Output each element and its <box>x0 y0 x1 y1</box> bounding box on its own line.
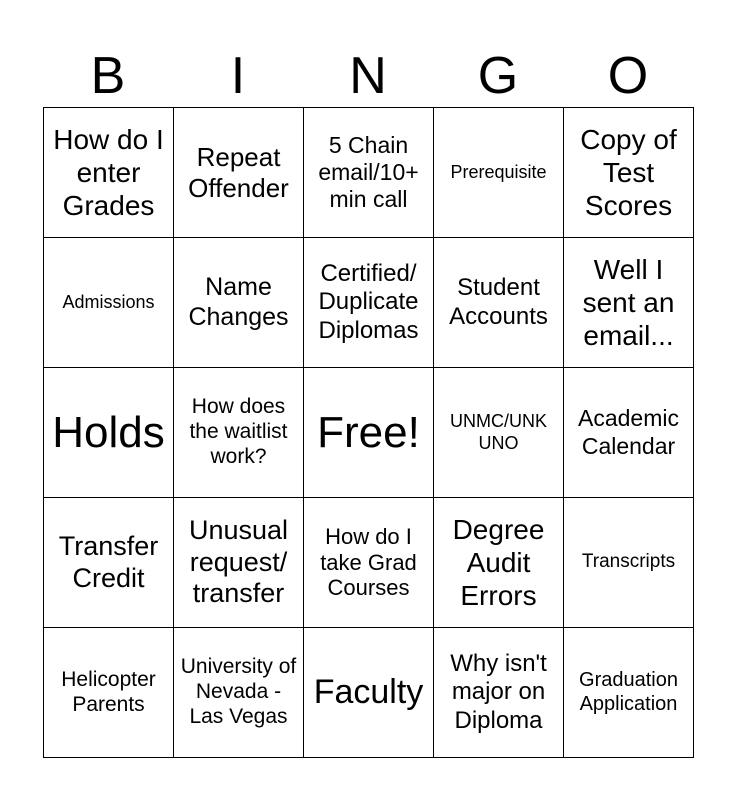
bingo-cell[interactable] <box>304 498 434 628</box>
header-letter-g: G <box>477 47 519 105</box>
bingo-cell[interactable] <box>434 108 564 238</box>
cell-label: 5 Chain email/10+ min call <box>318 131 419 213</box>
bingo-cell[interactable] <box>174 108 304 238</box>
cell-label: How does the waitlist work? <box>189 395 288 468</box>
cell-label: Certified/ Duplicate Diplomas <box>318 260 419 344</box>
board-row <box>44 238 694 368</box>
bingo-cell[interactable] <box>304 628 434 758</box>
cell-label: Copy of Test Scores <box>580 123 677 222</box>
cell-label: Name Changes <box>188 273 289 331</box>
bingo-cell[interactable] <box>174 498 304 628</box>
cell-label: How do I enter Grades <box>53 123 164 222</box>
bingo-cell[interactable] <box>44 628 174 758</box>
bingo-cell[interactable] <box>44 368 174 498</box>
bingo-cell[interactable] <box>564 628 694 758</box>
bingo-cell[interactable] <box>174 238 304 368</box>
bingo-cell[interactable] <box>304 238 434 368</box>
bingo-cell[interactable] <box>434 368 564 498</box>
bingo-cell[interactable] <box>434 628 564 758</box>
cell-label: Graduation Application <box>579 668 678 715</box>
cell-label: Well I sent an email... <box>582 253 675 352</box>
board-row <box>44 108 694 238</box>
cell-label: Faculty <box>313 673 424 712</box>
bingo-cell[interactable] <box>564 238 694 368</box>
cell-label: Holds <box>52 407 165 457</box>
bingo-cell[interactable] <box>44 498 174 628</box>
board-row <box>44 368 694 498</box>
header-letter-n: N <box>349 47 387 105</box>
bingo-cell[interactable] <box>44 238 174 368</box>
header-letter-i: I <box>230 47 246 105</box>
cell-label: Degree Audit Errors <box>452 513 545 612</box>
bingo-cell[interactable] <box>44 108 174 238</box>
bingo-board <box>43 107 694 758</box>
free-space-cell[interactable] <box>304 368 434 498</box>
board-row <box>44 498 694 628</box>
cell-label: Admissions <box>62 291 155 312</box>
cell-label: Student Accounts <box>449 274 548 330</box>
cell-label: Helicopter Parents <box>61 667 156 716</box>
cell-label: Why isn't major on Diploma <box>450 650 547 734</box>
cell-label: Transcripts <box>581 551 676 573</box>
cell-label: Transfer Credit <box>58 530 159 593</box>
bingo-header <box>43 46 693 106</box>
bingo-cell[interactable] <box>174 368 304 498</box>
bingo-cell[interactable] <box>564 108 694 238</box>
header-letter-o: O <box>607 47 649 105</box>
cell-label: Academic Calendar <box>578 405 679 459</box>
bingo-cell[interactable] <box>434 498 564 628</box>
cell-label: University of Nevada -Las Vegas <box>180 655 297 728</box>
cell-label: UNMC/UNK UNO <box>450 411 547 453</box>
board-row <box>44 628 694 758</box>
bingo-cell[interactable] <box>564 498 694 628</box>
cell-label: Repeat Offender <box>188 141 289 203</box>
bingo-cell[interactable] <box>434 238 564 368</box>
cell-label: Prerequisite <box>450 161 547 182</box>
bingo-cell[interactable] <box>564 368 694 498</box>
bingo-cell[interactable] <box>304 108 434 238</box>
bingo-cell[interactable] <box>174 628 304 758</box>
cell-label: How do I take Grad Courses <box>320 523 417 601</box>
header-letter-b: B <box>90 47 126 105</box>
cell-label: Unusual request/ transfer <box>188 514 289 609</box>
cell-label: Free! <box>317 407 420 457</box>
